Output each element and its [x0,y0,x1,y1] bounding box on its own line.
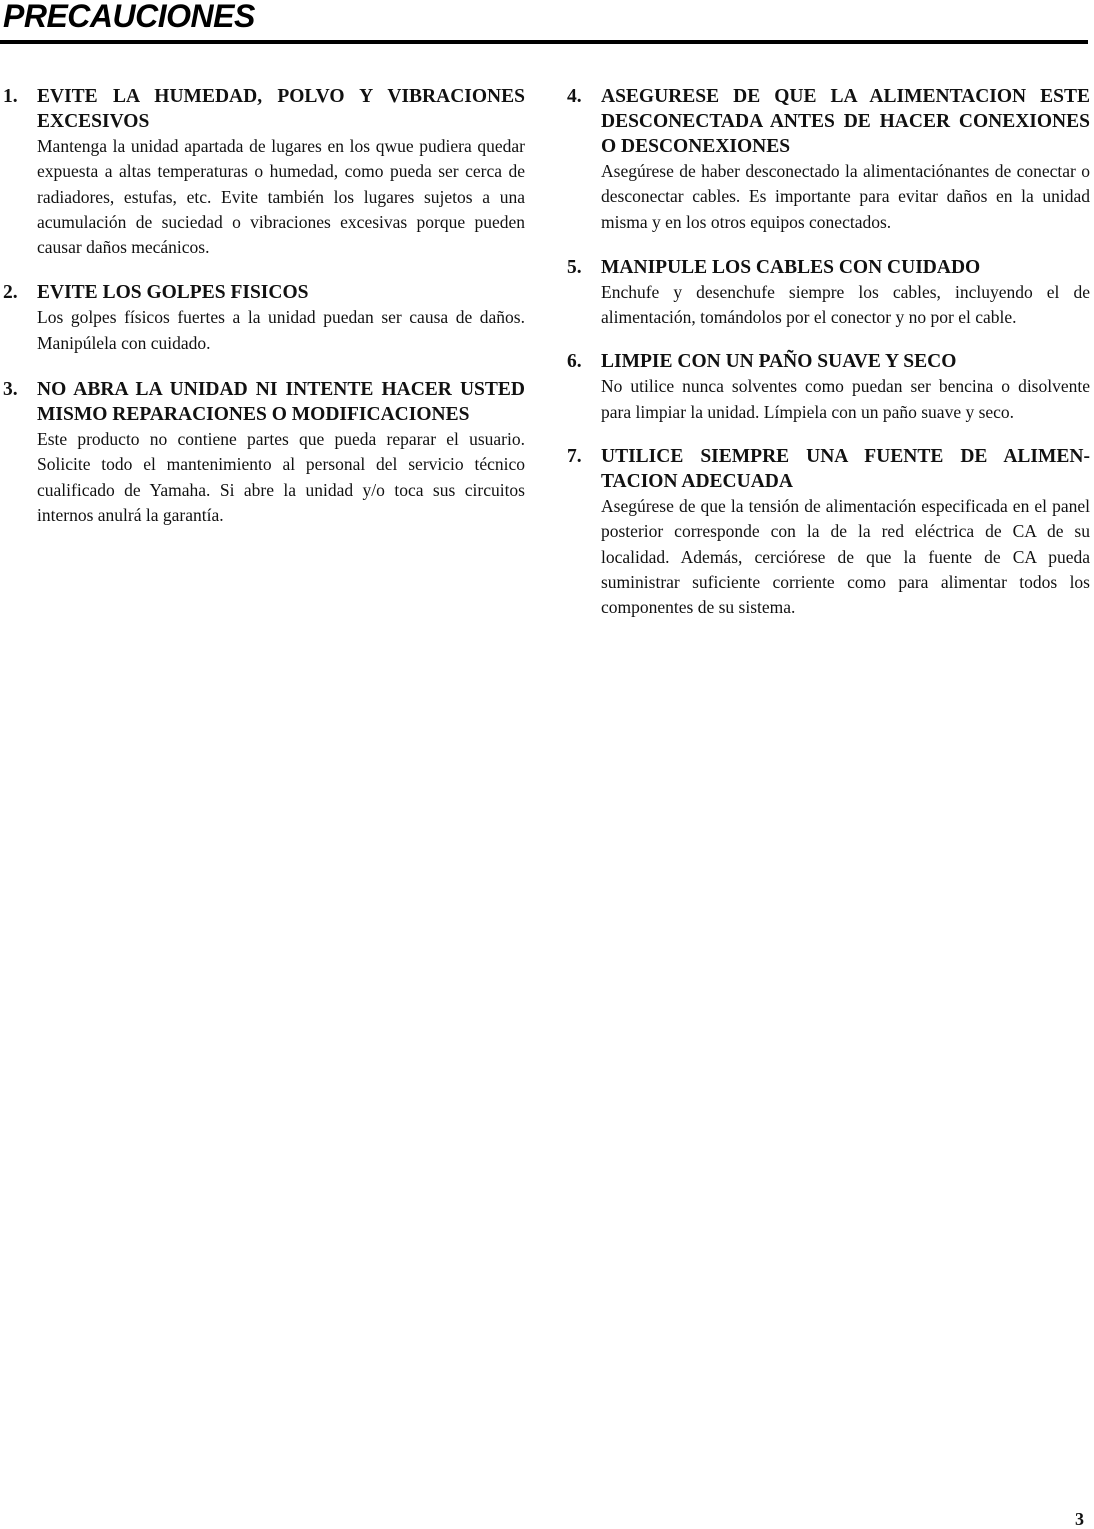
precaution-item-3 [3,377,525,528]
item-heading: MANIPULE LOS CABLES CON CUIDADO [601,256,981,278]
item-text: Este producto no contiene partes que pueda reparar el usuario. Solicite todo el mantenimiento al personal del servicio técnico cualificado de Yamaha. Si abre la unidad y/o toca sus circuitos internos anulrá la garantía. [37,429,525,525]
item-heading: EVITE LOS GOLPES FISICOS [37,282,309,304]
right-column [567,84,1090,621]
item-number: 4. [567,86,582,107]
item-number: 6. [567,351,582,373]
item-text: Asegúrese de que la tensión de alimentación especificada en el panel posterior corresponde con la de la red eléctrica de CA de su localidad. Además, cerciórese de que la fuente de CA pueda suministrar suficiente corriente como para alimentar todos los componentes de su sistema. [601,496,1090,618]
item-text: No utilice nunca solventes como puedan ser bencina o disolvente para limpiar la unidad. Límpiela con un paño suave y seco. [601,376,1090,422]
item-number: 5. [567,256,582,278]
precaution-item-4 [567,84,1090,235]
precaution-item-6 [567,349,1090,425]
item-number: 7. [567,446,582,468]
item-heading: LIMPIE CON UN PAÑO SUAVE Y SECO [601,351,957,373]
item-number: 2. [3,282,18,304]
precaution-item-7 [567,444,1090,620]
item-heading: NO ABRA LA UNIDAD NI INTENTE HACER USTED MISMO REPARACIONES O MODIFICACIONES [37,379,525,426]
item-text: Asegúrese de haber desconectado la alimentaciónantes de conectar o desconectar cables. Es importante para evitar daños en la unidad misma y en los otros equipos conectados. [601,161,1090,232]
item-heading: EVITE LA HUMEDAD, POLVO Y VIBRACIONES EXCESIVOS [37,86,525,132]
item-text: Los golpes físicos fuertes a la unidad puedan ser causa de daños. Manipúlela con cuidado. [37,307,525,353]
item-number: 1. [3,86,18,107]
title-divider [0,40,1088,44]
precaution-item-1 [3,84,525,260]
item-text: Mantenga la unidad apartada de lugares en los qwue pudiera quedar expuesta a altas temperaturas o humedad, como pueda ser cerca de radiadores, estufas, etc. Evite también los lugares sujetos a una acumulación de suciedad o vibraciones excesivas porque pueden causar daños mecánicos. [37,136,525,258]
precaution-item-5 [567,255,1090,331]
item-heading: UTILICE SIEMPRE UNA FUENTE DE ALIMEN-TACION ADECUADA [601,446,1090,493]
item-text: Enchufe y desenchufe siempre los cables, incluyendo el de alimentación, tomándolos por el conector y no por el cable. [601,281,1090,328]
left-column [3,84,525,528]
item-heading: ASEGURESE DE QUE LA ALIMENTACION ESTE DESCONECTADA ANTES DE HACER CONEXIONES O DESCONEXIONES [601,86,1090,157]
item-number: 3. [3,379,18,401]
precaution-item-2 [3,280,525,356]
page-title: PRECAUCIONES [3,0,255,34]
page-number: 3 [1075,1509,1084,1529]
